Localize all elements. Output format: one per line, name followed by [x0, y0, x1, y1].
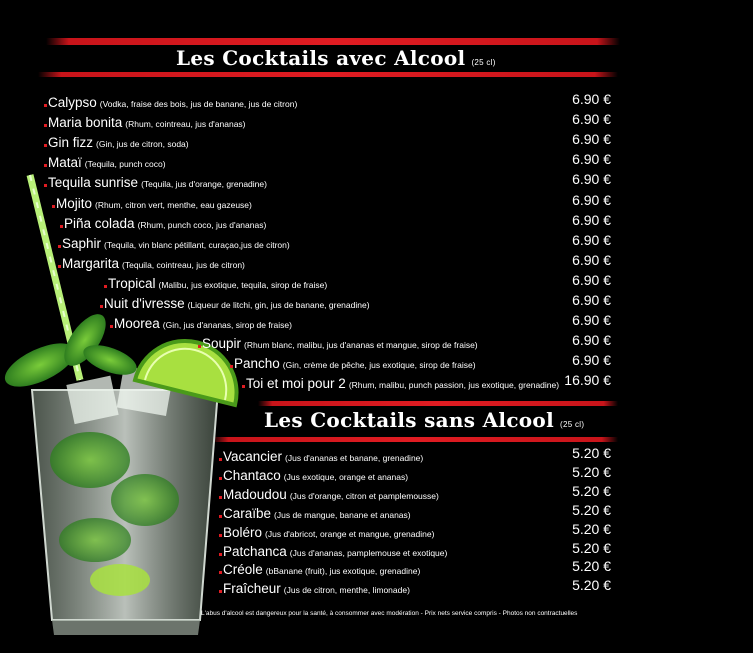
red-bullet-icon — [198, 345, 201, 348]
menu-item — [219, 484, 439, 504]
item-description: (Tequila, cointreau, jus de citron) — [122, 259, 245, 270]
red-brush-stroke-under-title — [38, 72, 618, 77]
item-price: 6.90 € — [572, 271, 611, 288]
item-name: Mojito — [56, 195, 93, 211]
item-price: 5.20 € — [572, 558, 611, 575]
red-bullet-icon — [58, 265, 61, 268]
item-description: (Rhum, cointreau, jus d'ananas) — [125, 119, 246, 130]
item-description: (bBanane (fruit), jus exotique, grenadine) — [265, 566, 421, 577]
red-bullet-icon — [44, 124, 47, 127]
item-name: Chantaco — [223, 467, 281, 483]
item-price: 6.90 € — [572, 211, 611, 228]
item-name: Madoudou — [223, 486, 287, 502]
item-description: (Jus de mangue, banane et ananas) — [274, 509, 411, 520]
item-description: (Rhum, malibu, punch passion, jus exotique, grenadine) — [348, 380, 560, 391]
menu-item — [44, 132, 189, 152]
menu-item — [230, 353, 476, 373]
item-description: (Tequila, punch coco) — [84, 159, 166, 170]
item-name: Soupir — [202, 336, 242, 352]
menu-item — [110, 313, 292, 333]
item-name: Fraîcheur — [223, 581, 281, 597]
item-description: (Jus d'ananas et banane, grenadine) — [285, 453, 424, 463]
menu-item — [219, 559, 420, 579]
footer-disclaimer: L'abus d'alcool est dangereux pour la santé, à consommer avec modération - Prix nets service compris - Photos non contractuelles — [201, 610, 578, 617]
item-name: Maria bonita — [48, 115, 123, 131]
item-description: (Tequila, jus d'orange, grenadine) — [141, 179, 267, 190]
menu-item — [100, 293, 370, 313]
menu-item — [219, 522, 434, 542]
item-price: 5.20 € — [572, 482, 611, 499]
item-description: (Rhum, citron vert, menthe, eau gazeuse) — [95, 199, 252, 210]
item-name: Moorea — [114, 316, 160, 332]
menu-item — [219, 446, 423, 466]
item-price: 6.90 € — [572, 131, 611, 148]
item-name: Tropical — [108, 275, 156, 291]
section-title-non-alcohol: Les Cocktails sans Alcool (25 cl) — [264, 408, 585, 432]
item-description: (Rhum blanc, malibu, jus d'ananas et mangue, sirop de fraise) — [244, 340, 478, 351]
red-bullet-icon — [242, 385, 245, 388]
red-bullet-icon — [44, 164, 47, 167]
item-price: 16.90 € — [564, 372, 611, 389]
item-name: Vacancier — [223, 449, 283, 464]
menu-item — [219, 578, 410, 598]
item-name: Patchanca — [223, 543, 287, 559]
item-price: 6.90 € — [572, 151, 611, 168]
item-price: 6.90 € — [572, 191, 611, 208]
menu-item — [58, 233, 290, 253]
menu-item — [198, 333, 478, 353]
item-description: (Vodka, fraise des bois, jus de banane, jus de citron) — [99, 99, 298, 109]
red-bullet-icon — [60, 225, 63, 228]
item-description: (Jus de citron, menthe, limonade) — [283, 585, 410, 596]
item-name: Mataï — [48, 155, 82, 171]
item-description: (Jus d'abricot, orange et mangue, grenadine) — [265, 528, 435, 539]
red-bullet-icon — [44, 104, 47, 107]
item-name: Saphir — [62, 235, 102, 251]
item-description: (Rhum, punch coco, jus d'ananas) — [137, 219, 267, 230]
red-bullet-icon — [58, 245, 61, 248]
red-bullet-icon — [104, 285, 107, 288]
item-price: 5.20 € — [572, 445, 611, 461]
item-price: 6.90 € — [572, 352, 611, 369]
item-name: Caraïbe — [223, 505, 272, 521]
menu-item — [52, 193, 252, 213]
item-name: Toi et moi pour 2 — [246, 376, 346, 392]
red-bullet-icon — [100, 305, 103, 308]
menu-item — [219, 541, 447, 561]
item-price: 5.20 € — [572, 539, 611, 556]
menu-item — [219, 503, 411, 523]
item-price: 6.90 € — [572, 251, 611, 268]
item-name: Calypso — [48, 95, 97, 110]
item-price: 6.90 € — [572, 292, 611, 308]
menu-item — [44, 172, 267, 192]
red-bullet-icon — [44, 184, 47, 187]
red-bullet-icon — [219, 477, 222, 480]
section-title-alcohol: Les Cocktails avec Alcool (25 cl) — [176, 46, 496, 70]
red-brush-stroke-top — [46, 38, 620, 45]
volume-label: (25 cl) — [471, 58, 496, 67]
item-name: Boléro — [223, 524, 263, 540]
item-description: (Jus d'ananas, pamplemouse et exotique) — [289, 547, 448, 558]
red-bullet-icon — [219, 534, 222, 537]
item-price: 6.90 € — [572, 332, 611, 349]
item-description: (Liqueur de litchi, gin, jus de banane, grenadine) — [187, 300, 370, 310]
item-description: (Jus d'orange, citron et pamplemousse) — [289, 490, 439, 501]
red-bullet-icon — [44, 144, 47, 147]
item-name: Pancho — [234, 356, 280, 372]
item-price: 5.20 € — [572, 501, 611, 518]
item-description: (Gin, crème de pêche, jus exotique, sirop de fraise) — [282, 360, 476, 371]
menu-item — [219, 465, 408, 485]
item-name: Piña colada — [64, 215, 135, 231]
item-price: 5.20 € — [572, 463, 611, 480]
item-description: (Gin, jus d'ananas, sirop de fraise) — [162, 320, 292, 331]
red-bullet-icon — [219, 458, 222, 461]
item-price: 6.90 € — [572, 91, 611, 107]
menu-item — [44, 112, 246, 132]
red-bullet-icon — [52, 205, 55, 208]
volume-label: (25 cl) — [559, 420, 585, 429]
item-name: Gin fizz — [48, 135, 94, 151]
menu-item — [60, 213, 266, 233]
red-bullet-icon — [110, 325, 113, 328]
menu-item — [44, 152, 166, 172]
item-description: (Jus exotique, orange et ananas) — [283, 471, 409, 482]
item-name: Tequila sunrise — [48, 175, 139, 191]
item-description: (Malibu, jus exotique, tequila, sirop de fraise) — [158, 279, 328, 290]
item-name: Créole — [223, 562, 263, 578]
menu-item — [58, 253, 245, 273]
red-bullet-icon — [219, 553, 222, 556]
item-price: 6.90 € — [572, 231, 611, 248]
item-price: 5.20 € — [572, 520, 611, 537]
menu-item — [44, 92, 297, 112]
red-bullet-icon — [219, 571, 222, 574]
item-price: 6.90 € — [572, 171, 611, 188]
item-price: 6.90 € — [572, 111, 611, 128]
item-name: Nuit d'ivresse — [104, 296, 185, 311]
menu-item — [104, 273, 327, 293]
red-bullet-icon — [219, 590, 222, 593]
red-bullet-icon — [219, 515, 222, 518]
item-name: Margarita — [62, 255, 120, 271]
red-bullet-icon — [230, 365, 233, 368]
item-price: 5.20 € — [572, 577, 611, 594]
red-brush-stroke-section2-top — [258, 401, 618, 406]
red-bullet-icon — [219, 496, 222, 499]
menu-item — [242, 373, 559, 393]
item-description: (Gin, jus de citron, soda) — [96, 139, 189, 150]
red-brush-stroke-section2-bottom — [212, 437, 618, 442]
item-price: 6.90 € — [572, 312, 611, 329]
item-description: (Tequila, vin blanc pétillant, curaçao,jus de citron) — [104, 239, 290, 250]
